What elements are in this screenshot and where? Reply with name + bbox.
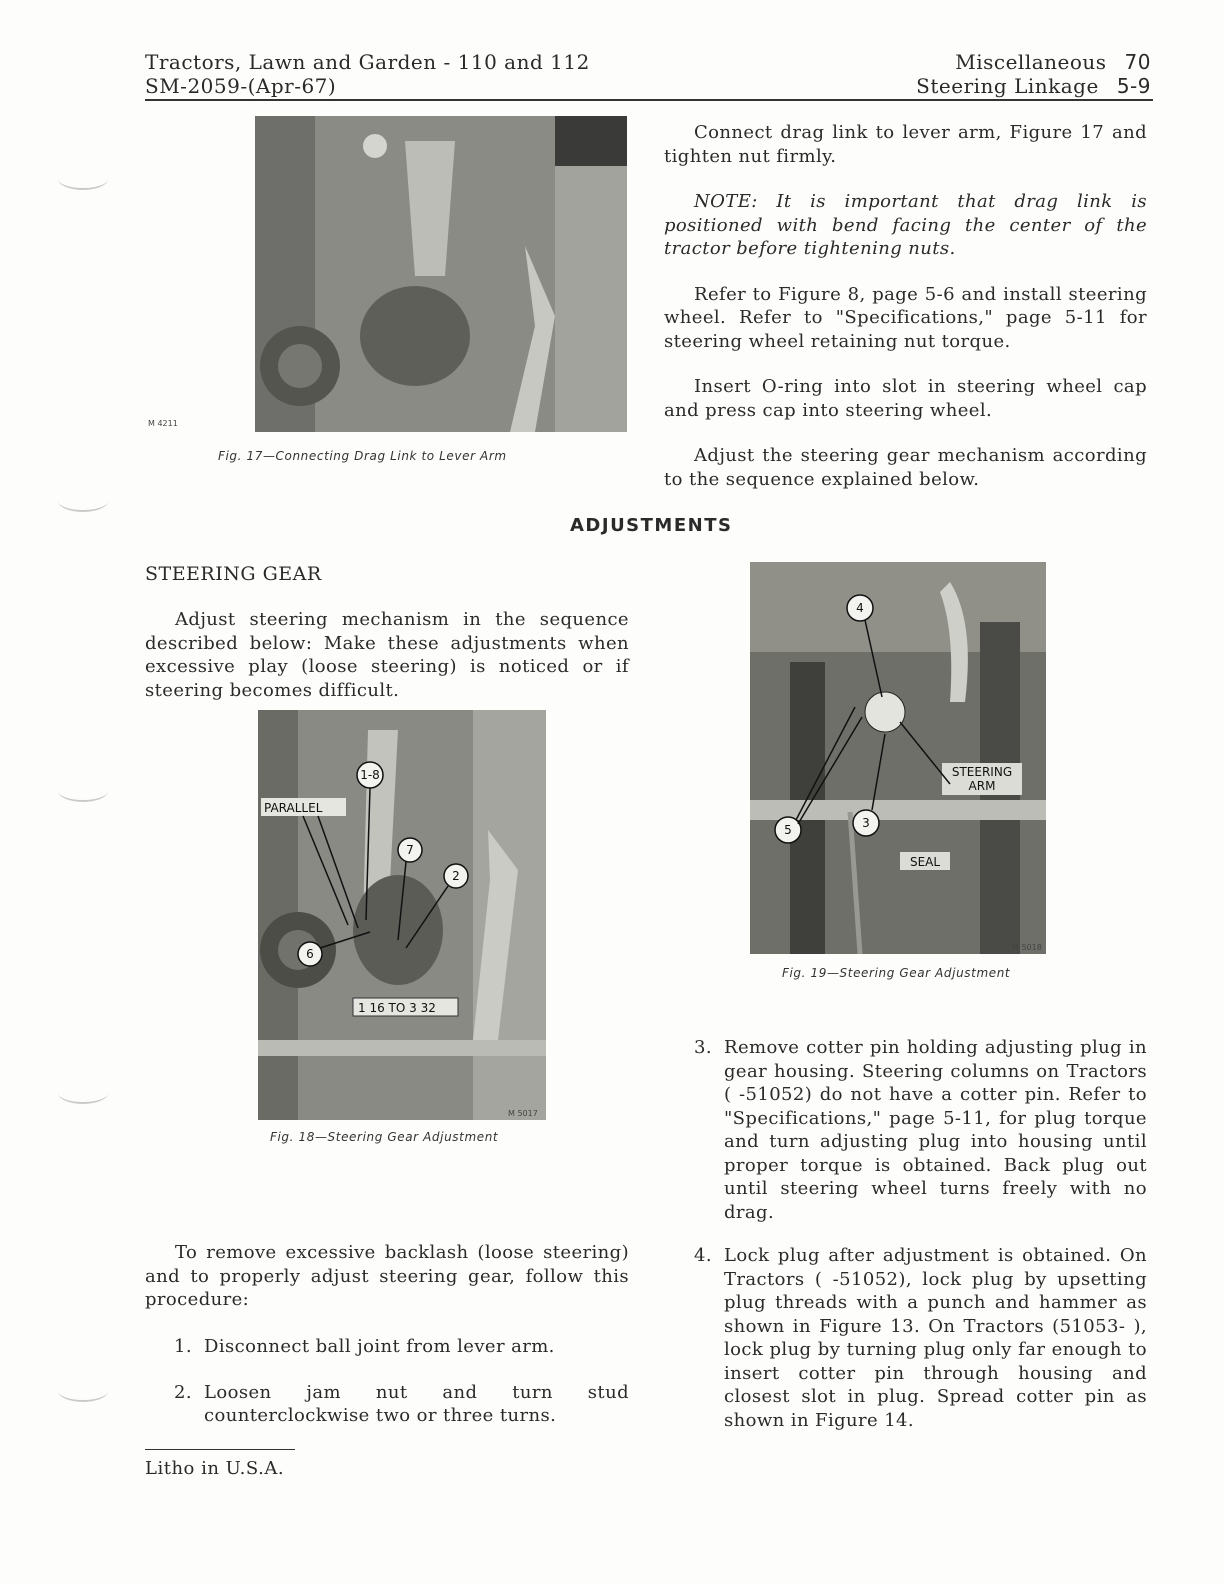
paragraph: Insert O-ring into slot in steering wheel cap and press cap into steering wheel. (664, 376, 1147, 421)
callout-3: 3 (862, 816, 870, 830)
section-heading-adjustments: ADJUSTMENTS (570, 515, 733, 536)
figure-17-label: M 4211 (148, 419, 178, 428)
step-number: 2. (174, 1381, 192, 1403)
step-text: Loosen jam nut and turn stud counterclockwise two or three turns. (204, 1381, 629, 1426)
binder-hole (58, 1380, 108, 1402)
header-right (916, 50, 1151, 98)
figure-19-caption: Fig. 19—Steering Gear Adjustment (782, 966, 1011, 980)
callout-4: 4 (856, 601, 864, 615)
figure-18-caption: Fig. 18—Steering Gear Adjustment (270, 1130, 499, 1144)
subsection-page: 5-9 (1116, 74, 1151, 98)
gap-label: 1 16 TO 3 32 (358, 1001, 436, 1015)
paragraph: Adjust the steering gear mechanism according to the sequence explained below. (664, 445, 1147, 490)
step-text: Lock plug after adjustment is obtained. On Tractors ( -51052), lock plug by upsetting plug threads with a punch and hammer as shown in Figure 13. On Tractors (51053- ), lock plug by turning plug only far enough to insert cotter pin through housing and closest slot in plug. Spread cotter pin as shown in Figure 14. (724, 1245, 1147, 1431)
page-number: 70 (1124, 50, 1151, 74)
step-item (174, 1335, 629, 1359)
steering-arm-label-line1: STEERING (951, 765, 1013, 779)
binder-hole (58, 780, 108, 802)
steering-arm-label-line2: ARM (968, 779, 996, 793)
right-steps (694, 1036, 1147, 1446)
figure-17-caption: Fig. 17—Connecting Drag Link to Lever Arm (218, 449, 507, 463)
footer-rule (145, 1449, 295, 1450)
callout-7: 7 (406, 843, 414, 857)
step-number: 1. (174, 1336, 192, 1357)
step-item (174, 1381, 629, 1428)
step-number: 4. (694, 1245, 712, 1266)
left-steps (174, 1335, 629, 1442)
header-rule (145, 99, 1153, 101)
manual-title: Tractors, Lawn and Garden - 110 and 112 (145, 50, 590, 74)
binder-hole (58, 1082, 108, 1104)
header-left (145, 50, 590, 98)
figure-18-label: M 5017 (508, 1109, 538, 1118)
footer-litho: Litho in U.S.A. (145, 1458, 285, 1479)
paragraph: Adjust steering mechanism in the sequence described below: Make these adjustments when excessive play (loose steering) is noticed or if steering becomes difficult. (145, 609, 629, 701)
parallel-label: PARALLEL (264, 801, 323, 815)
paragraph: Connect drag link to lever arm, Figure 17 and tighten nut firmly. (664, 122, 1147, 167)
seal-label: SEAL (909, 855, 941, 869)
steering-gear-intro (145, 608, 629, 702)
binder-hole (58, 168, 108, 190)
callout-6: 6 (306, 947, 314, 961)
subsection-heading: STEERING GEAR (145, 563, 322, 585)
section-name: Miscellaneous (955, 50, 1107, 74)
step-text: Remove cotter pin holding adjusting plug in gear housing. Steering columns on Tractors ( -51052) do not have a cotter pin. Refer to "Specifications," page 5-11, for plug torque and turn adjusting plug into housing until proper torque is obtained. Back plug out until steering wheel turns freely with no drag. (724, 1037, 1147, 1223)
figure-17-photo (255, 116, 627, 432)
step-item (694, 1036, 1147, 1224)
callout-5: 5 (784, 823, 792, 837)
callout-2: 2 (452, 869, 460, 883)
paragraph: Refer to Figure 8, page 5-6 and install steering wheel. Refer to "Specifications," page 5-11 for steering wheel retaining nut torque. (664, 283, 1147, 352)
step-item (694, 1244, 1147, 1432)
figure-19-label: M 5018 (1012, 943, 1042, 952)
callout-1-8: 1-8 (360, 768, 380, 782)
right-column-top (664, 121, 1147, 491)
figure-19-photo (750, 562, 1046, 954)
figure-18-photo (258, 710, 546, 1120)
note-paragraph: NOTE: It is important that drag link is positioned with bend facing the center of the tractor before tightening nuts. (664, 191, 1147, 259)
procedure-intro (145, 1241, 629, 1312)
manual-code: SM-2059-(Apr-67) (145, 74, 337, 98)
binder-hole (58, 490, 108, 512)
subsection-name: Steering Linkage (916, 74, 1099, 98)
paragraph: To remove excessive backlash (loose steering) and to properly adjust steering gear, follow this procedure: (145, 1242, 629, 1310)
step-text: Disconnect ball joint from lever arm. (204, 1336, 555, 1357)
step-number: 3. (694, 1037, 712, 1058)
